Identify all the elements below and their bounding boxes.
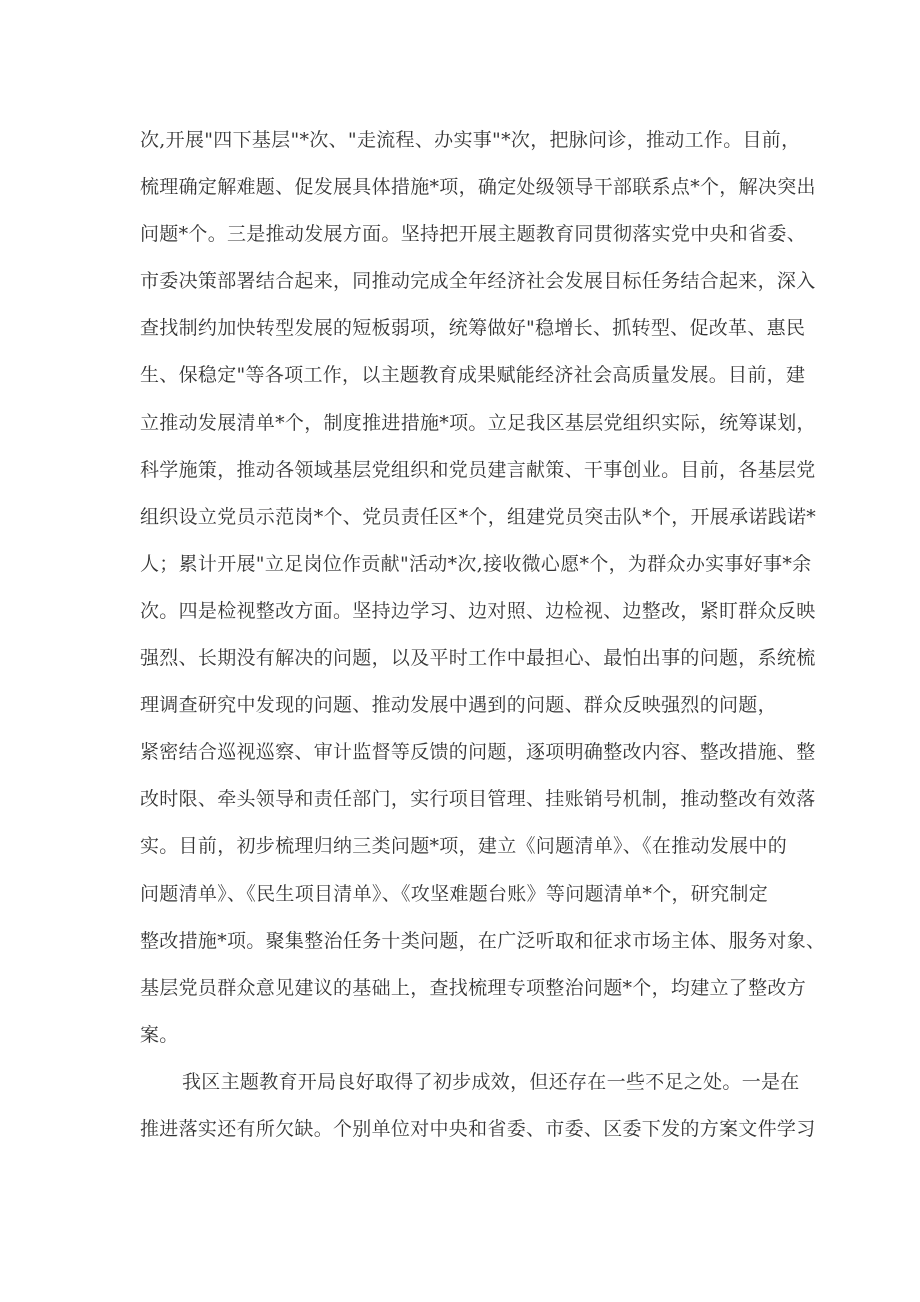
text-line: 梳理确定解难题、促发展具体措施*项，确定处级领导干部联系点*个，解决突出: [140, 176, 816, 199]
document-body: [140, 124, 826, 1160]
text-line: 次,开展"四下基层"*次、"走流程、办实事"*次，把脉问诊，推动工作。目前，: [140, 129, 801, 151]
text-line: 紧密结合巡视巡察、审计监督等反馈的问题，逐项明确整改内容、整改措施、整: [140, 741, 816, 764]
text-line: 问题清单》、《民生项目清单》、《攻坚难题台账》等问题清单*个，研究制定: [140, 882, 769, 905]
paragraph-first-line: 我区主题教育开局良好取得了初步成效，但还存在一些不足之处。一是在: [182, 1070, 800, 1093]
text-line: 改时限、牵头领导和责任部门，实行项目管理、挂账销号机制，推动整改有效落: [140, 788, 816, 811]
text-line: 理调查研究中发现的问题、推动发展中遇到的问题、群众反映强烈的问题，: [140, 694, 777, 717]
text-line: 强烈、长期没有解决的问题，以及平时工作中最担心、最怕出事的问题，系统梳: [140, 647, 816, 670]
text-line: 案。: [140, 1023, 179, 1046]
text-line: 组织设立党员示范岗*个、党员责任区*个，组建党员突击队*个，开展承诺践诺*: [140, 505, 817, 528]
text-line: 问题*个。三是推动发展方面。坚持把开展主题教育同贯彻落实党中央和省委、: [140, 223, 807, 246]
text-line: 实。目前，初步梳理归纳三类问题*项，建立《问题清单》、《在推动发展中的: [140, 835, 788, 858]
text-line: 立推动发展清单*个，制度推进措施*项。立足我区基层党组织实际，统筹谋划，: [140, 411, 816, 434]
text-line: 基层党员群众意见建议的基础上，查找梳理专项整治问题*个，均建立了整改方: [140, 976, 807, 999]
text-line: 人；累计开展"立足岗位作贡献"活动*次,接收微心愿*个，为群众办实事好事*余: [140, 552, 812, 575]
text-line: 市委决策部署结合起来，同推动完成全年经济社会发展目标任务结合起来，深入: [140, 270, 816, 293]
text-line: 查找制约加快转型发展的短板弱项，统筹做好"稳增长、抓转型、促改革、惠民: [140, 317, 806, 340]
text-line: 整改措施*项。聚集整治任务十类问题，在广泛听取和征求市场主体、服务对象、: [140, 929, 826, 952]
text-line: 次。四是检视整改方面。坚持边学习、边对照、边检视、边整改，紧盯群众反映: [140, 599, 816, 622]
text-line: 推进落实还有所欠缺。个别单位对中央和省委、市委、区委下发的方案文件学习: [140, 1117, 816, 1140]
text-line: 生、保稳定"等各项工作，以主题教育成果赋能经济社会高质量发展。目前，建: [140, 364, 806, 387]
text-line: 科学施策，推动各领域基层党组织和党员建言献策、干事创业。目前，各基层党: [140, 458, 816, 481]
